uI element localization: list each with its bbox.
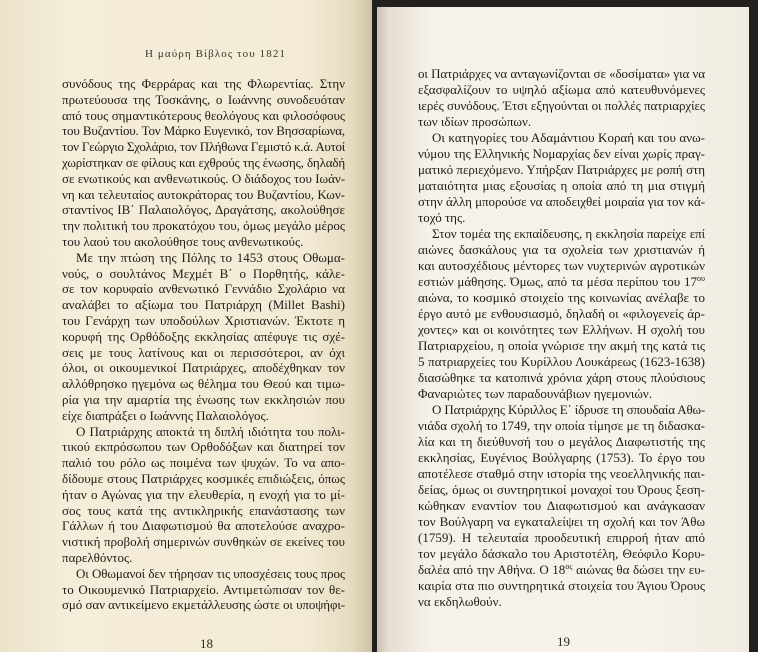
- text-line: [418, 226, 705, 242]
- line-text: σεις με τους λατίνους και οι περισσότεροι, αν όχι: [62, 344, 345, 360]
- line-text: νη και τελευταίος αυτοκράτορας του Βυζαντίου, Κων-: [62, 186, 345, 202]
- text-line: [418, 98, 705, 114]
- left-page-body-text: [62, 76, 345, 613]
- paragraph: [62, 250, 345, 424]
- line-text: του λαού του ακολούθησε τους ανθενωτικούς.: [62, 233, 304, 249]
- text-line: [418, 386, 705, 402]
- line-text: ιερές συνόδους. Έτσι εξηγούνται οι πολλές πατριαρχίες: [418, 98, 705, 113]
- text-line: [62, 123, 345, 139]
- line-text: σος τους κατά της αντικληρικής επανάστασης των: [62, 502, 345, 518]
- line-text-part: εστιών μάθησης. Όμως, από τα μέσα περίπου του 17: [418, 274, 698, 289]
- text-line: [418, 194, 705, 210]
- line-text: το Οικουμενικό Πατριαρχείο. Αντιμετώπισαν τον θε-: [62, 581, 345, 597]
- line-text: σε ενωτικούς και ανθενωτικούς. Ο διάδοχος του Ιωάν-: [62, 170, 345, 186]
- line-text: [418, 562, 705, 577]
- text-line: [62, 297, 345, 313]
- text-line: [62, 218, 345, 234]
- line-text: Ο Πατριάρχης Κύριλλος Ε΄ ίδρυσε τη σπουδαία Αθω-: [432, 402, 705, 417]
- text-line: [62, 155, 345, 171]
- line-text: [418, 274, 705, 289]
- text-line: [62, 550, 345, 566]
- line-text: σε τον κορυφαίο ανθενωτικό Γεννάδιο Σχολάριο να: [62, 281, 345, 297]
- line-text: νιστική προβολή σημερινών συνθηκών σε εκείνες του: [62, 534, 345, 550]
- text-line: [62, 408, 345, 424]
- text-line: [418, 114, 705, 130]
- text-line: [418, 322, 705, 338]
- line-text: την πολιτική του προκατόχου του, όμως μεγάλο μέρος: [62, 218, 345, 234]
- text-line: [418, 146, 705, 162]
- text-line: [62, 503, 345, 519]
- text-line: [62, 597, 345, 613]
- text-line: [418, 434, 705, 450]
- line-text: και αυτοσχέδιους μέντορες των νυχτερινών αγροτικών: [418, 258, 705, 273]
- line-text: αιώνες δασκάλους για τα σχολεία των χριστιανών ή: [418, 242, 705, 257]
- text-line: [418, 66, 705, 82]
- line-text: αλλόθρησκο ηγεμόνα ως θέλημα του Θεού και τιμω-: [62, 376, 345, 392]
- line-text: 5 πατριαρχείες του Κυρίλλου Λουκάρεως (1623-1638): [418, 354, 705, 369]
- line-text: διασώθηκε τα κατοπινά χρόνια χάρη στους πλούσιους: [418, 370, 705, 385]
- text-line: [62, 250, 345, 266]
- text-line: [418, 562, 705, 578]
- ordinal-superscript: ος: [565, 562, 573, 571]
- line-text: από τους σημαντικότερους θεολόγους και φιλοσόφους: [62, 107, 345, 123]
- line-text: αναλάβει το αξίωμα του Πατριάρχη (Millet Bashi): [62, 297, 345, 313]
- text-line: [418, 338, 705, 354]
- line-text: δίδουμε στους Πατριάρχες κοσμικές επιδιώξεις, όπως: [62, 470, 345, 486]
- line-text: χοντες» και οι κοινότητες των Ελλήνων. Η σχολή του: [418, 322, 705, 337]
- line-text: στην άλλη μπορούσε να αποδειχθεί μοιραία για τον κά-: [418, 194, 705, 209]
- paragraph: [62, 566, 345, 613]
- line-text: ήταν ο Αγώνας για την ελευθερία, η ενοχή για το μί-: [62, 486, 345, 502]
- line-text: παλιό του ρόλο ως ποιμένα των ψυχών. Το να απο-: [62, 455, 345, 471]
- text-line: [62, 202, 345, 218]
- text-line: [418, 290, 705, 306]
- line-text: παρελθόντος.: [62, 549, 133, 565]
- line-text: των ιδίων προσώπων.: [418, 114, 532, 129]
- text-line: [418, 306, 705, 322]
- page-number: 18: [200, 636, 213, 651]
- line-text-part: αιώνας θα δώσει την ευ-: [572, 562, 705, 577]
- text-line: [418, 418, 705, 434]
- left-page: [0, 0, 372, 652]
- running-header: Η μαύρη Βίβλος του 1821: [145, 48, 287, 60]
- line-text: τον μεγάλο δάσκαλο του Αριστοτέλη, Θεόφιλο Κορυ-: [418, 546, 705, 561]
- text-line: [418, 130, 705, 146]
- text-line: [62, 139, 345, 155]
- text-line: [62, 76, 345, 92]
- text-line: [418, 482, 705, 498]
- line-text: είχε διαπράξει ο Ιωάννης Παλαιολόγος.: [62, 407, 269, 423]
- line-text: αποτέλεσε σταθμό στην ιστορία της νεοελληνικής παι-: [418, 466, 705, 481]
- text-line: [62, 234, 345, 250]
- line-text: Με την πτώση της Πόλης το 1453 στους Οθωμα-: [76, 249, 345, 265]
- line-text: δείας, όμως οι συντηρητικοί μοναχοί του Όρους ξεση-: [418, 482, 705, 497]
- text-line: [62, 281, 345, 297]
- text-line: [418, 370, 705, 386]
- line-text: ματικό περιεχόμενο. Υπήρξαν Πατριάρχες με ροπή στη: [418, 162, 705, 177]
- line-text: εξασφαλίζουν το υψηλό αξίωμα από κατευθυνόμενες: [418, 82, 705, 97]
- paragraph: [418, 66, 705, 130]
- line-text: να εκδηλωθούν.: [418, 594, 502, 609]
- line-text: Φαναριώτες των παραδουνάβιων ηγεμονιών.: [418, 386, 653, 401]
- line-text: κώθηκαν εναντίον του Διαφωτισμού και ανάγκασαν: [418, 498, 705, 513]
- line-text: σταντίνος ΙΒ΄ Παλαιολόγος, Δραγάτσης, ακολούθησε: [62, 202, 345, 218]
- text-line: [418, 242, 705, 258]
- text-line: [418, 498, 705, 514]
- text-line: [62, 187, 345, 203]
- text-line: [418, 466, 705, 482]
- text-line: [62, 487, 345, 503]
- text-line: [62, 108, 345, 124]
- text-line: [418, 258, 705, 274]
- text-line: [418, 450, 705, 466]
- text-line: [418, 530, 705, 546]
- text-line: [62, 376, 345, 392]
- line-text: συνόδους της Φερράρας και της Φλωρεντίας. Στην: [62, 76, 345, 91]
- line-text: νύμου της Ελληνικής Νομαρχίας δεν είναι χωρίς πραγ-: [418, 146, 705, 161]
- right-page: [377, 7, 749, 652]
- text-line: [418, 274, 705, 290]
- line-text: νιάδα σχολή το 1749, την οποία τίμησε με τη διδασκα-: [418, 418, 705, 433]
- line-text: καιρία στα πιο συντηρητικά στοιχεία του Άγιου Όρους: [418, 578, 705, 593]
- line-text-part: δαλέα από την Αθήνα. Ο 18: [418, 562, 566, 577]
- line-text: τοχό της.: [418, 210, 466, 225]
- text-line: [418, 546, 705, 562]
- text-line: [62, 92, 345, 108]
- line-text: του Γενάρχη των υποδούλων Χριστιανών. Έκτοτε η: [62, 312, 345, 328]
- text-line: [62, 313, 345, 329]
- paragraph: [418, 402, 705, 610]
- paragraph: [62, 424, 345, 566]
- line-text: χωρίστηκαν σε φίλους και εχθρούς της ένωσης, δηλαδή: [62, 154, 345, 170]
- text-line: [418, 594, 705, 610]
- line-text: Οι Οθωμανοί δεν τήρησαν τις υποσχέσεις τους προς: [76, 565, 345, 581]
- paragraph: [418, 130, 705, 226]
- line-text: λία και τη διεύθυνσή του ο μεγάλος Διαφωτιστής της: [418, 434, 705, 449]
- text-line: [62, 329, 345, 345]
- line-text: κορυφή της Ορθόδοξης εκκλησίας απέφυγε τις σχέ-: [62, 328, 345, 344]
- page-number: 19: [557, 634, 570, 649]
- text-line: [62, 471, 345, 487]
- line-text: Οι κατηγορίες του Αδαμάντιου Κοραή και του ανω-: [432, 130, 705, 145]
- ordinal-superscript: ου: [697, 274, 705, 283]
- line-text: Γάλλων ή του Διαφωτισμού θα αποτελούσε αναχρο-: [62, 518, 345, 534]
- line-text: όλοι, οι οικουμενικοί Πατριάρχες, αποδέχθηκαν τον: [62, 360, 345, 376]
- text-line: [418, 82, 705, 98]
- line-text: τικού εκπρόσωπου των Ορθοδόξων και διατηρεί τον: [62, 439, 345, 455]
- text-line: [62, 455, 345, 471]
- text-line: [62, 566, 345, 582]
- text-line: [418, 162, 705, 178]
- text-line: [418, 210, 705, 226]
- line-text: έργο αυτό με ενθουσιασμό, δηλαδή οι «φιλογενείς άρ-: [418, 306, 705, 321]
- text-line: [418, 178, 705, 194]
- line-text: (1759). Η τελευταία προοδευτική επιρροή ήταν από: [418, 530, 705, 545]
- text-line: [62, 266, 345, 282]
- text-line: [62, 360, 345, 376]
- text-line: [62, 534, 345, 550]
- text-line: [418, 578, 705, 594]
- line-text: Στον τομέα της εκπαίδευσης, η εκκλησία παρείχε επί: [432, 226, 705, 241]
- text-line: [418, 402, 705, 418]
- line-text: οι Πατριάρχες να ανταγωνίζονται σε «δοσίματα» για να: [418, 66, 705, 81]
- text-line: [62, 171, 345, 187]
- text-line: [418, 354, 705, 370]
- line-text: Πατριαρχείου, η οποία γνώρισε την ακμή της κατά τις: [418, 338, 705, 353]
- text-line: [62, 345, 345, 361]
- text-line: [62, 424, 345, 440]
- line-text: τον Βούλγαρη να εγκαταλείψει τη σχολή και τον Άθω: [418, 514, 705, 529]
- line-text: του Βυζαντίου. Τον Μάρκο Ευγενικό, τον Βησσαρίωνα,: [62, 123, 345, 139]
- text-line: [62, 518, 345, 534]
- text-line: [62, 392, 345, 408]
- line-text: εκκλησίας, Ευγένιος Βούλγαρης (1753). Το έργο του: [418, 450, 705, 465]
- text-line: [62, 439, 345, 455]
- paragraph: [418, 226, 705, 402]
- line-text: ματαιότητα μιας εξουσίας η οποία από τη μια στιγμή: [418, 178, 705, 193]
- line-text: τον Γεώργιο Σχολάριο, τον Πλήθωνα Γεμιστό κ.ά. Αυτοί: [62, 139, 345, 155]
- text-line: [418, 514, 705, 530]
- line-text: ρία για την αμαρτία της ένωσης των εκκλησιών που: [62, 391, 345, 407]
- line-text: νούς, ο σουλτάνος Μεχμέτ Β΄ ο Πορθητής, κάλε-: [62, 265, 345, 281]
- right-page-body-text: [418, 66, 705, 610]
- text-line: [62, 582, 345, 598]
- line-text: αιώνα, το κοσμικό στοιχείο της κοινωνίας ανέλαβε το: [418, 290, 705, 305]
- line-text: πρωτεύουσα της Τοσκάνης, ο Ιωάννης συνοδευόταν: [62, 91, 345, 107]
- line-text: Ο Πατριάρχης αποκτά τη διπλή ιδιότητα του πολι-: [76, 423, 345, 439]
- paragraph: [62, 76, 345, 250]
- line-text: σμό σαν αντικείμενο εκμετάλλευσης ώστε οι υποψήφι-: [62, 597, 345, 613]
